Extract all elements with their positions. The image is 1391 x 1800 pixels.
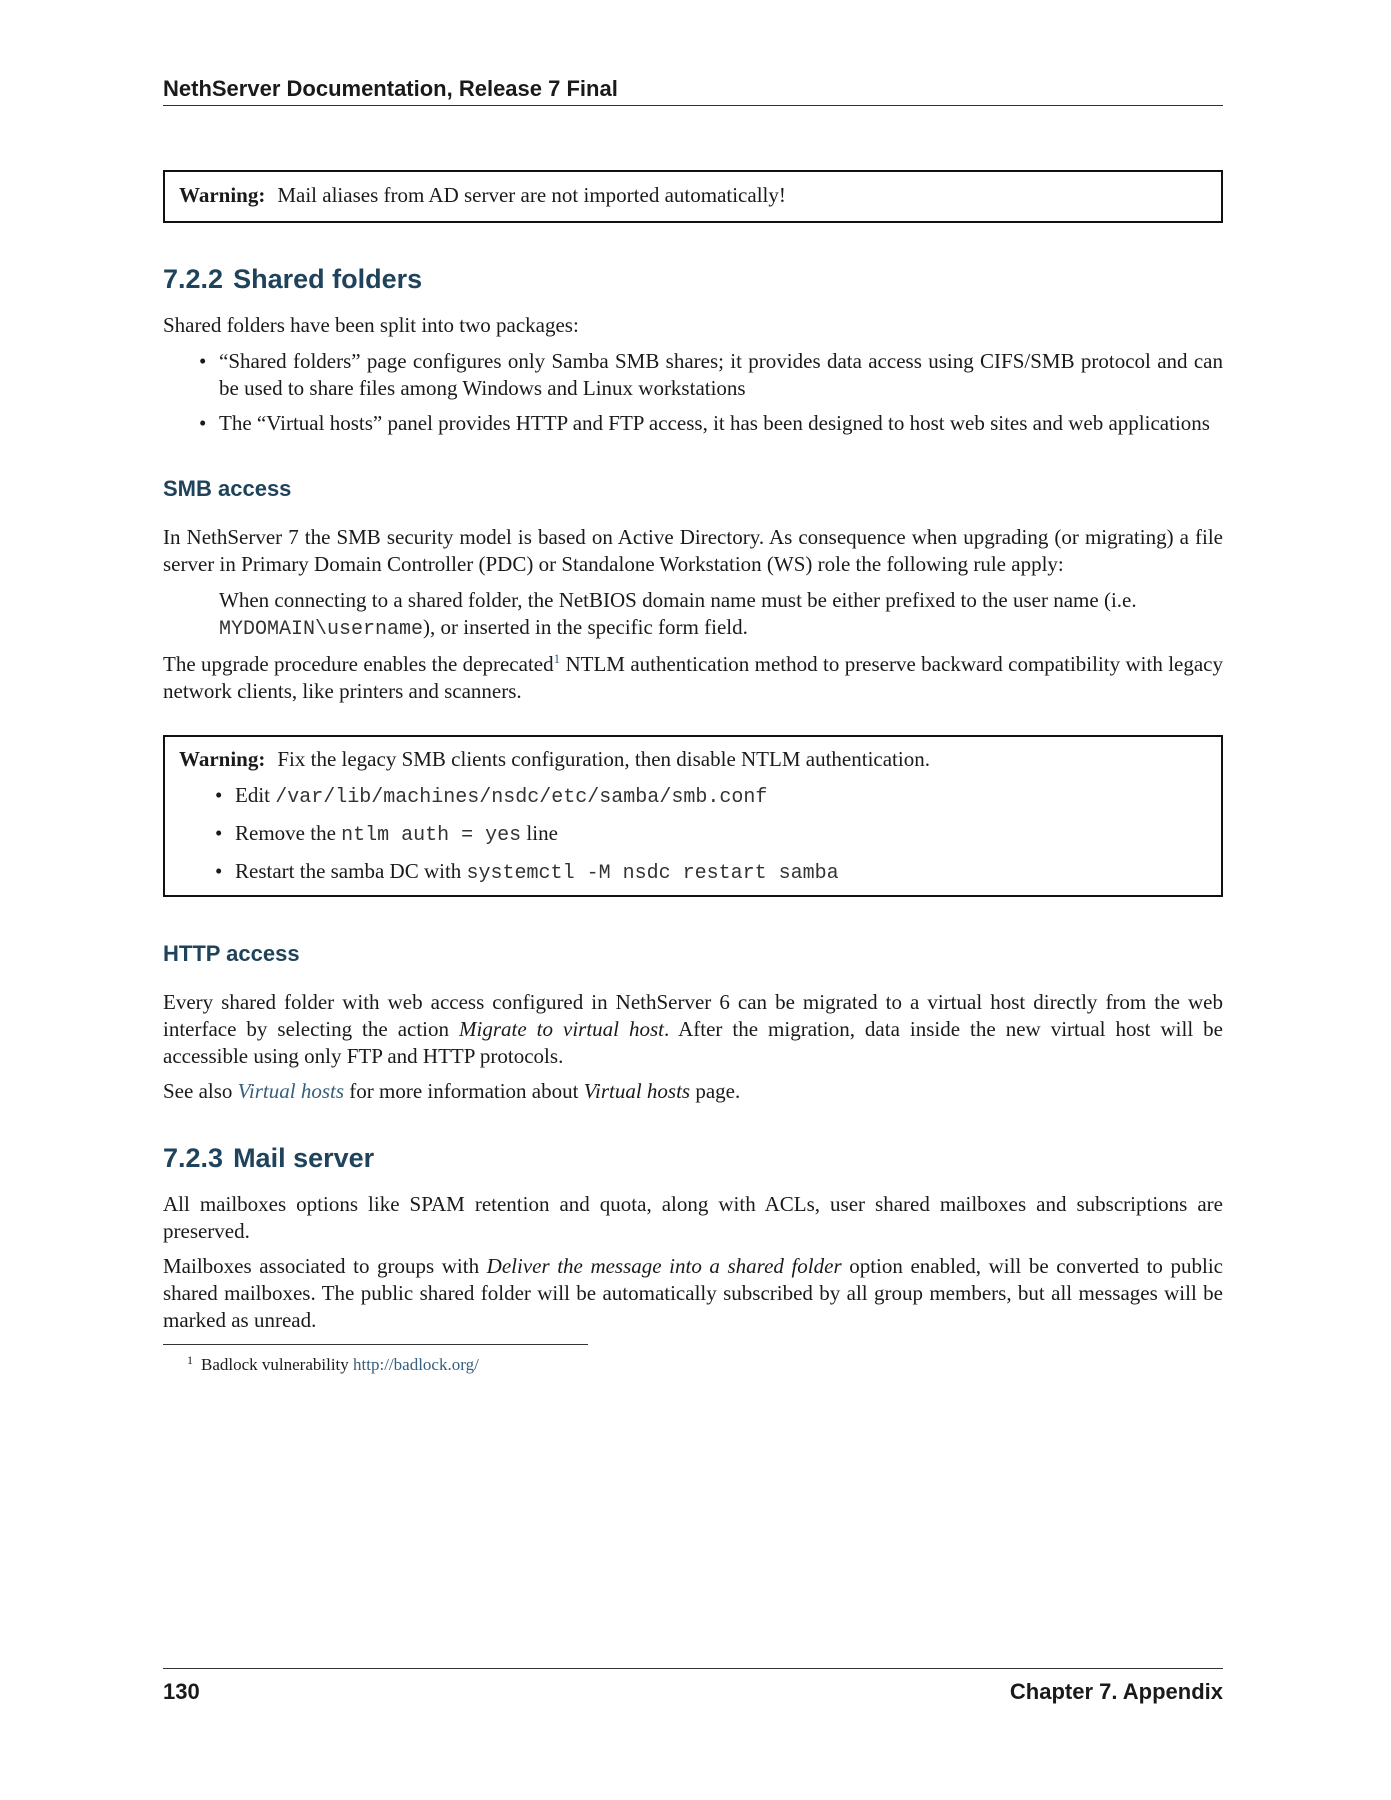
section-title: Shared folders: [233, 264, 423, 294]
warning-steps: [179, 782, 1209, 887]
running-footer: [163, 1668, 1223, 1705]
paragraph-text-end: NTLM authentication method to preserve backward compatibility with legacy network clients, like printers and scanners.: [163, 652, 1223, 703]
warning-title: Warning:: [179, 183, 266, 207]
page-number: 130: [163, 1679, 200, 1704]
footnote-rule: [163, 1344, 588, 1345]
section-heading-mail-server: [163, 1145, 1223, 1172]
badlock-link[interactable]: http://badlock.org/: [353, 1355, 479, 1374]
list-item: [179, 820, 1209, 849]
section-heading-shared-folders: [163, 266, 1223, 293]
subsection-heading-http: HTTP access: [163, 941, 300, 966]
list-item: [179, 858, 1209, 887]
mail-paragraph-1: All mailboxes options like SPAM retention and quota, along with ACLs, user shared mailboxes and subscriptions are preserved.: [163, 1192, 1223, 1243]
warning-box-ntlm: [163, 735, 1223, 897]
quote-text-end: ), or inserted in the specific form field.: [423, 615, 748, 639]
link-text[interactable]: Virtual hosts: [237, 1079, 345, 1103]
shared-intro: Shared folders have been split into two packages:: [163, 313, 579, 337]
step-text: Remove the: [235, 821, 342, 845]
http-paragraph-2: [163, 1078, 1223, 1105]
list-item: [179, 782, 1209, 811]
warning-text: Fix the legacy SMB clients configuration, then disable NTLM authentication.: [277, 747, 930, 771]
paragraph-text: See also: [163, 1079, 238, 1103]
footnote: [163, 1351, 1223, 1378]
page-name: Virtual hosts: [583, 1079, 691, 1103]
paragraph-text-mid: for more information about: [344, 1079, 584, 1103]
footnote-ref[interactable]: 1: [553, 651, 561, 666]
smb-conf-path: /var/lib/machines/nsdc/etc/samba/smb.conf: [275, 786, 768, 809]
list-item: • The “Virtual hosts” panel provides HTTP and FTP access, it has been designed to host web sites and web applications: [163, 410, 1223, 437]
warning-title: Warning:: [179, 747, 266, 771]
step-text: Restart the samba DC with: [235, 859, 467, 883]
mail-paragraph-2: [163, 1253, 1223, 1334]
step-text-end: line: [521, 821, 558, 845]
section-title: Mail server: [233, 1143, 375, 1173]
warning-text: Mail aliases from AD server are not imported automatically!: [277, 183, 786, 207]
shared-bullets: [163, 348, 1223, 437]
section-number: 7.2.2: [163, 264, 224, 294]
page-content: [163, 170, 1223, 1378]
document-page: [163, 0, 1223, 1800]
http-paragraph-1: [163, 989, 1223, 1070]
option-name: Deliver the message into a shared folder: [486, 1254, 842, 1278]
section-number: 7.2.3: [163, 1143, 224, 1173]
paragraph-text: The upgrade procedure enables the deprecated: [163, 652, 554, 676]
paragraph-text: Mailboxes associated to groups with: [163, 1254, 487, 1278]
running-header: NethServer Documentation, Release 7 Final: [163, 76, 1223, 106]
warning-box-aliases: [163, 170, 1223, 223]
paragraph-text-end: page.: [690, 1079, 741, 1103]
quote-text: When connecting to a shared folder, the NetBIOS domain name must be either prefixed to the user name (i.e.: [219, 588, 1137, 612]
footnote-number: 1: [187, 1353, 193, 1367]
username-code: MYDOMAIN\username: [219, 618, 424, 641]
chapter-label: Chapter 7. Appendix: [1009, 1679, 1223, 1704]
subsection-heading-smb: SMB access: [163, 476, 292, 501]
paragraph-text-end: option enabled, will be converted to public shared mailboxes. The public shared folder will be automatically subscribed by all group members, but all messages will be marked as unread.: [163, 1254, 1223, 1332]
virtual-hosts-link[interactable]: [238, 1079, 344, 1103]
action-name: Migrate to virtual host: [459, 1017, 664, 1041]
paragraph-text: Every shared folder with web access configured in NethServer 6 can be migrated to a virtual host directly from the web interface by selecting the action: [163, 990, 1223, 1041]
ntlm-setting-code: ntlm auth = yes: [341, 824, 522, 847]
step-text: Edit: [235, 783, 276, 807]
paragraph-text-end: . After the migration, data inside the new virtual host will be accessible using only FTP and HTTP protocols.: [163, 1017, 1223, 1068]
list-item: • “Shared folders” page configures only Samba SMB shares; it provides data access using CIFS/SMB protocol and can be used to share files among Windows and Linux workstations: [163, 348, 1223, 402]
smb-paragraph-1: In NethServer 7 the SMB security model is based on Active Directory. As consequence when upgrading (or migrating) a file server in Primary Domain Controller (PDC) or Standalone Workstation (WS) role the following rule apply:: [163, 525, 1223, 576]
footnote-text: Badlock vulnerability: [201, 1355, 354, 1374]
smb-rule-quote: [163, 587, 1223, 643]
smb-paragraph-2: [163, 651, 1223, 705]
restart-command-code: systemctl -M nsdc restart samba: [466, 862, 839, 885]
